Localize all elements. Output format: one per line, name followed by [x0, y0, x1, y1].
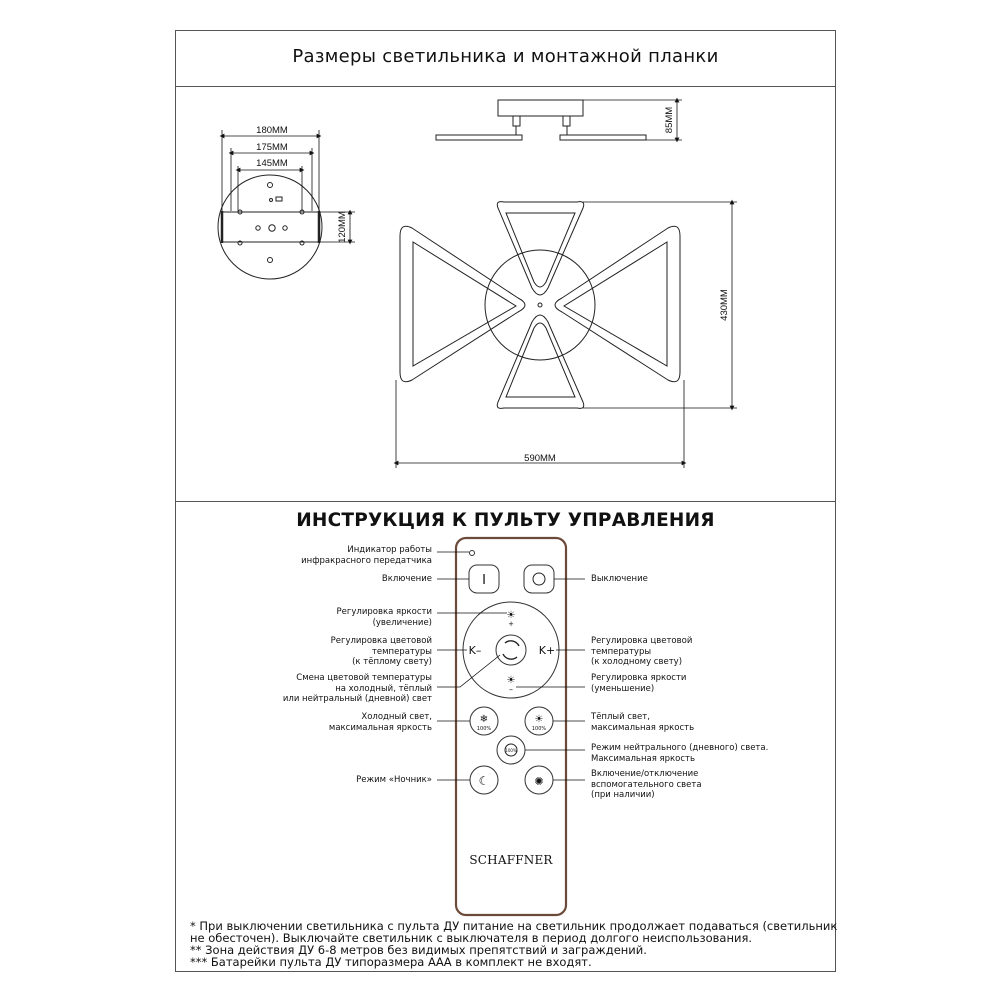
remote-brand: SCHAFFNER [469, 853, 553, 867]
label-night-mode: Режим «Ночник» [356, 775, 432, 785]
svg-text:–: – [509, 685, 513, 694]
svg-text:100%: 100% [476, 726, 492, 732]
note-2: ** Зона действия ДУ 6-8 метров без видимых препятствий и заграждений. [190, 943, 647, 957]
label-warm-light: Тёплый свет, максимальная яркость [591, 712, 695, 733]
k-minus-label: K– [468, 644, 482, 657]
plate-dimension-lines [222, 130, 355, 242]
snowflake-icon: ❄ [479, 714, 489, 725]
color-cycle-button [496, 635, 526, 665]
fixture-dimension-lines [396, 202, 737, 468]
leader-lines [437, 552, 585, 780]
label-ir-indicator: Индикатор работы инфракрасного передатчика [301, 545, 432, 566]
plate-width-inner-label: 145MM [256, 158, 288, 169]
moon-icon: ☾ [478, 774, 490, 788]
dimensions-title: Размеры светильника и монтажной планки [292, 46, 719, 67]
note-1a: * При выключении светильника с пульта ДУ питание на светильник продолжает подаваться (светильник [190, 919, 838, 933]
label-color-temp-cold: Регулировка цветовой температуры (к холодному свету) [591, 636, 693, 667]
note-3: *** Батарейки пульта ДУ типоразмера ААА в комплект не входят. [190, 955, 592, 969]
svg-text:100%: 100% [505, 748, 517, 753]
remote-title: ИНСТРУКЦИЯ К ПУЛЬТУ УПРАВЛЕНИЯ [296, 510, 715, 531]
ir-indicator [470, 551, 475, 556]
footnotes [190, 919, 838, 969]
label-color-cycle: Смена цветовой температуры на холодный, тёплый или нейтральный (дневной) свет [282, 673, 432, 704]
label-brightness-down: Регулировка яркости (уменьшение) [591, 673, 687, 694]
label-cold-light: Холодный свет, максимальная яркость [328, 712, 432, 733]
plate-height-label: 120MM [337, 211, 348, 243]
label-power-on: Включение [381, 574, 432, 584]
fixture-width-label: 590MM [524, 453, 556, 464]
label-brightness-up: Регулировка яркости (увеличение) [336, 607, 432, 628]
label-aux-light: Включение/отключение вспомогательного света (при наличии) [591, 769, 702, 800]
bulb-icon: ✺ [534, 775, 544, 788]
on-symbol: I [482, 573, 486, 588]
k-plus-label: K+ [538, 644, 556, 657]
side-height-label: 85MM [664, 106, 675, 134]
mounting-plate-drawing [218, 175, 322, 279]
plate-width-outer-label: 180MM [256, 125, 288, 136]
label-color-temp-warm: Регулировка цветовой температуры (к тёплому свету) [330, 636, 432, 667]
side-view-drawing [436, 100, 646, 140]
brightness-up-icon: ☀ [506, 610, 516, 621]
svg-text:100%: 100% [531, 726, 547, 732]
svg-text:+: + [508, 620, 514, 628]
sun-icon: ☀ [534, 714, 544, 725]
note-1b: не обесточен). Выключайте светильник с выключателя в период долгого неиспользования. [190, 931, 753, 945]
plate-width-mid-label: 175MM [256, 142, 288, 153]
label-power-off: Выключение [591, 574, 648, 584]
fixture-height-label: 430MM [719, 289, 730, 321]
fixture-drawing [400, 202, 680, 409]
off-button [524, 565, 554, 593]
label-neutral-light: Режим нейтрального (дневного) света. Максимальная яркость [591, 743, 769, 764]
brightness-down-icon: ☀ [506, 675, 516, 686]
